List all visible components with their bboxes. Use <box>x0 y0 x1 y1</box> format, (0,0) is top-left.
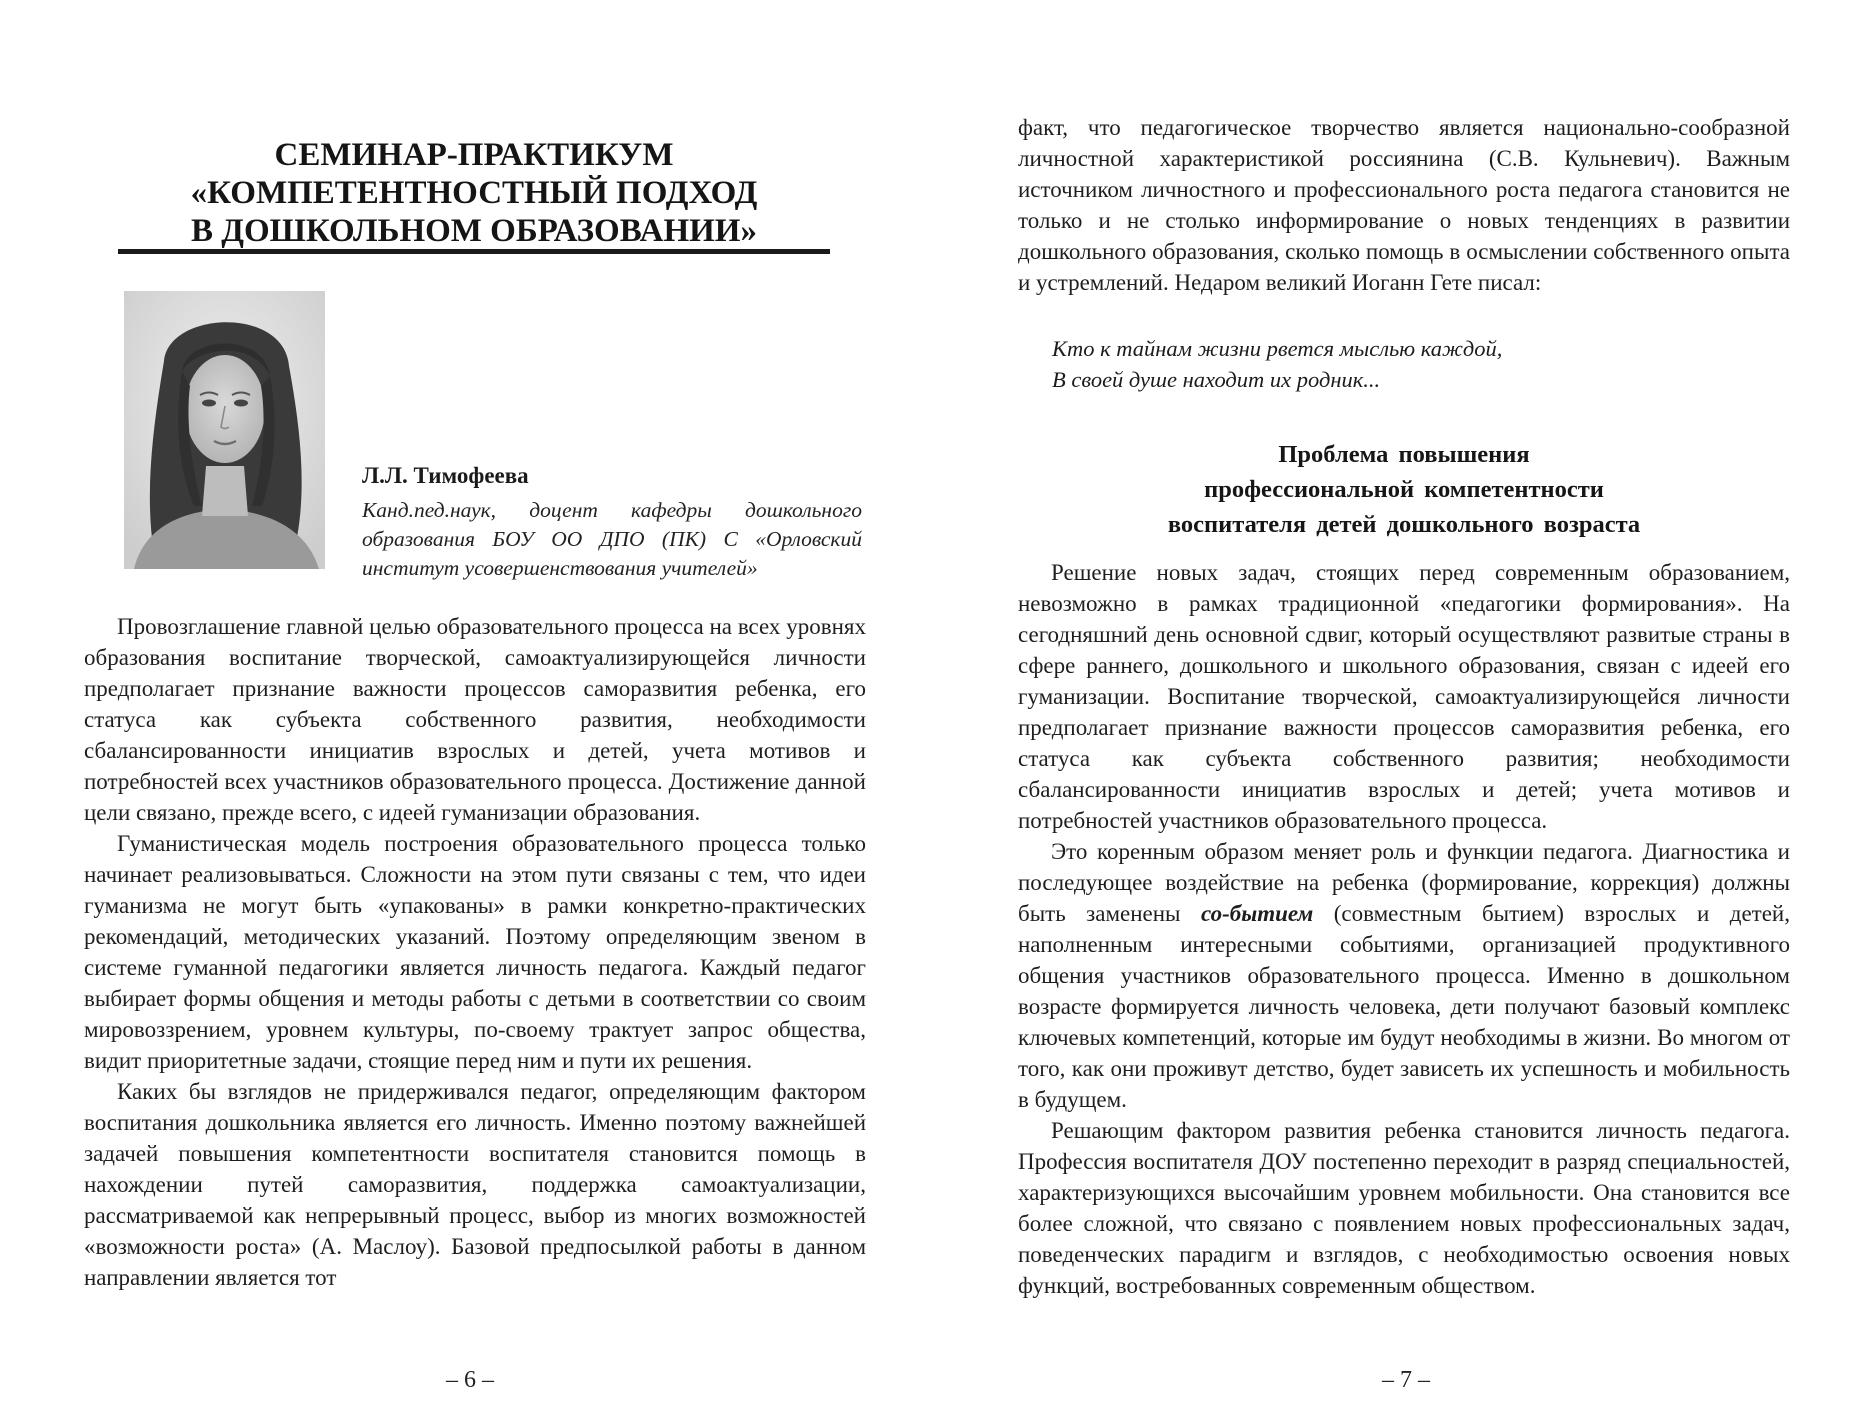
paragraph: факт, что педагогическое творчество является национально-сообразной личностной характеристикой россиянина (С.В. Кульневич). Важным источником личностного и профессионального роста педагога становится не только и не столько информирование о новых тенденциях в развитии дошкольного образования, сколько помощь в осмыслении собственного опыта и устремлений. Недаром великий Иоганн Гете писал: <box>1018 115 1790 295</box>
poem-line: В своей душе находит их родник... <box>1052 367 1381 392</box>
left-body-text <box>84 611 866 1293</box>
author-affiliation: Канд.пед.наук, доцент кафедры дошкольного образования БОУ ОО ДПО (ПК) С «Орловский институт усовершенствования учителей» <box>362 498 862 580</box>
right-intro-text <box>1018 112 1790 298</box>
emphasized-term: со-бытием <box>1200 901 1314 926</box>
poem-line: Кто к тайнам жизни рвется мыслью каждой, <box>1052 336 1503 361</box>
paragraph-text: (совместным бытием) взрослых и детей, наполненным интересными событиями, организацией продуктивного общения участников образовательного процесса. Именно в дошкольном возрасте формируется личность человека, дети получают базовый комплекс ключевых компетенций, которые им будут необходимы в жизни. Во многом от того, как они проживут детство, будет зависеть их успешность и мобильность в будущем. <box>1018 901 1790 1112</box>
paragraph: Гуманистическая модель построения образовательного процесса только начинает реализовываться. Сложности на этом пути связаны с тем, что идеи гуманизма не могут быть «упакованы» в рамки конкретно-практических рекомендаций, методических указаний. Поэтому определяющим звеном в системе гуманной педагогики является личность педагога. Каждый педагог выбирает формы общения и методы работы с детьми в соответствии со своим мировоззрением, уровнем культуры, по-своему трактует запрос общества, видит приоритетные задачи, стоящие перед ним и пути их решения. <box>84 831 866 1073</box>
paragraph: Решающим фактором развития ребенка становится личность педагога. Профессия воспитателя ДОУ постепенно переходит в разряд специальностей, характеризующихся высочайшим уровнем мобильности. Она становится все более сложной, что связано с появлением новых профессиональных задач, поведенческих парадигм и взглядов, с необходимостью освоения новых функций, востребованных современным обществом. <box>1018 1118 1790 1298</box>
paragraph: Решение новых задач, стоящих перед современным образованием, невозможно в рамках традиционной «педагогики формирования». На сегодняшний день основной сдвиг, который осуществляют развитые страны в сфере раннего, дошкольного и школьного образования, связан с идеей его гуманизации. Воспитание творческой, самоактуализирующейся личности предполагает признание важности процессов саморазвития ребенка, его статуса как субъекта собственного развития; необходимости сбалансированности инициатив взрослых и детей; учета мотивов и потребностей участников образовательного процесса. <box>1018 560 1790 833</box>
page-number-left: – 6 – <box>446 1367 494 1393</box>
title-line: «КОМПЕТЕНТНОСТНЫЙ ПОДХОД <box>190 175 758 211</box>
right-page <box>930 0 1859 1421</box>
title-line: В ДОШКОЛЬНОМ ОБРАЗОВАНИИ» <box>191 213 757 249</box>
paragraph-text: Это коренным образом меняет роль и функции педагога. Диагностика и последующее воздействие на ребенка (формирование, коррекция) должны быть заменены <box>1018 839 1790 926</box>
title-line: СЕМИНАР-ПРАКТИКУМ <box>274 137 674 173</box>
portrait-image <box>124 291 325 569</box>
author-name: Л.Л. Тимофеева <box>362 463 529 488</box>
paragraph <box>1018 836 1790 1115</box>
page-number-right: – 7 – <box>1382 1367 1430 1393</box>
seminar-title <box>118 136 830 250</box>
section-heading-line: Проблема повышения <box>1278 441 1530 468</box>
title-underline <box>118 249 830 254</box>
right-body-text <box>1018 557 1790 1301</box>
author-photo <box>124 291 325 569</box>
paragraph: Каких бы взглядов не придерживался педагог, определяющим фактором воспитания дошкольника является его личность. Именно поэтому важнейшей задачей повышения компетентности воспитателя становится помощь в нахождении путей саморазвития, поддержка самоактуализации, рассматриваемой как непрерывный процесс, выбор из многих возможностей «возможности роста» (А. Маслоу). Базовой предпосылкой работы в данном направлении является тот <box>84 1079 866 1290</box>
section-heading <box>1018 437 1790 542</box>
author-info <box>362 462 862 583</box>
section-heading-line: воспитателя детей дошкольного возраста <box>1167 511 1641 538</box>
section-heading-line: профессиональной компетентности <box>1204 476 1604 503</box>
poem-quote <box>1052 333 1752 395</box>
paragraph: Провозглашение главной целью образовательного процесса на всех уровнях образования воспитание творческой, самоактуализирующейся личности предполагает признание важности процессов саморазвития ребенка, его статуса как субъекта собственного развития, необходимости сбалансированности инициатив взрослых и детей, учета мотивов и потребностей всех участников образовательного процесса. Достижение данной цели связано, прежде всего, с идеей гуманизации образования. <box>84 614 866 825</box>
